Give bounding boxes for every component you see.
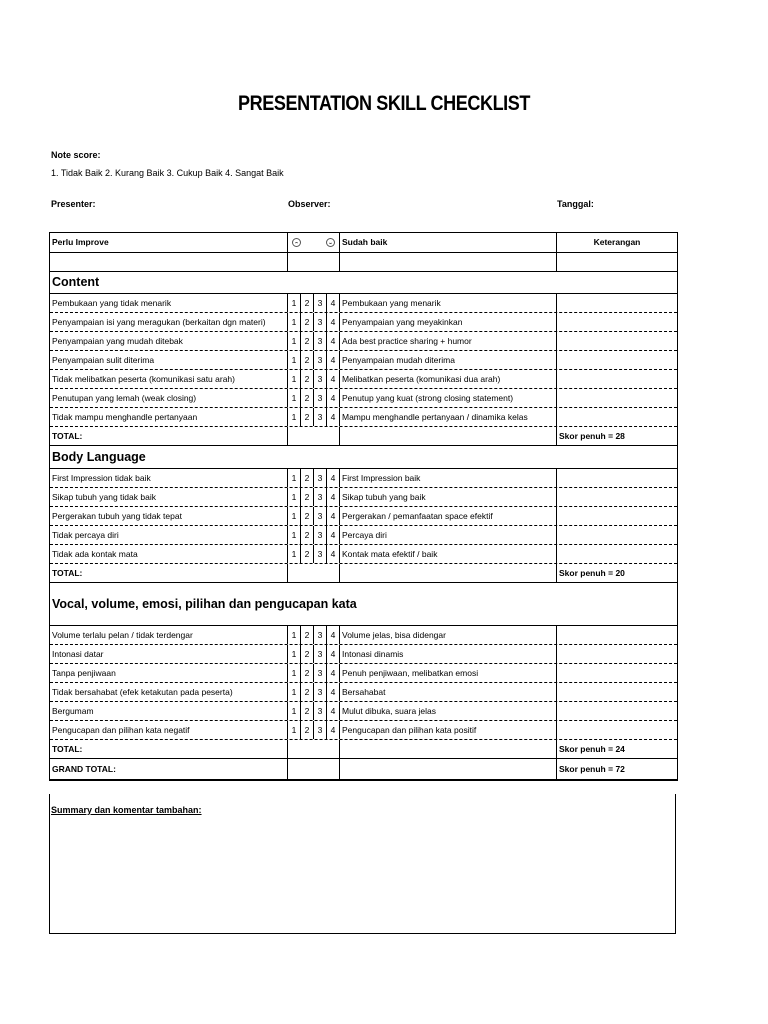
score-option-4[interactable]: 4 (327, 408, 340, 426)
section-title: Vocal, volume, emosi, pilihan dan pengucapan kata (52, 596, 357, 611)
score-option-3[interactable]: 3 (314, 408, 327, 426)
sudah-baik-item: Pembukaan yang menarik (340, 294, 557, 312)
checklist-row (50, 702, 677, 721)
checklist-row (50, 332, 677, 351)
keterangan-cell[interactable] (557, 526, 677, 544)
score-option-1[interactable]: 1 (288, 721, 301, 739)
score-option-2[interactable]: 2 (301, 645, 314, 663)
perlu-improve-item: Penutupan yang lemah (weak closing) (50, 389, 288, 407)
summary-label: Summary dan komentar tambahan: (51, 805, 202, 815)
total-row (50, 427, 677, 446)
sad-face-icon (292, 238, 301, 247)
table-header (50, 233, 677, 253)
keterangan-cell[interactable] (557, 469, 677, 487)
score-option-2[interactable]: 2 (301, 507, 314, 525)
score-option-3[interactable]: 3 (314, 626, 327, 644)
sudah-baik-item: Bersahabat (340, 683, 557, 701)
sudah-baik-item: Penyampaian yang meyakinkan (340, 313, 557, 331)
perlu-improve-item: Intonasi datar (50, 645, 288, 663)
perlu-improve-item: Tidak ada kontak mata (50, 545, 288, 563)
total-score: Skor penuh = 20 (559, 567, 625, 578)
score-option-3[interactable]: 3 (314, 721, 327, 739)
total-label: TOTAL: (50, 740, 288, 758)
section-title: Content (52, 275, 100, 290)
score-option-4[interactable]: 4 (327, 683, 340, 701)
score-option-4[interactable]: 4 (327, 702, 340, 720)
score-option-2[interactable]: 2 (301, 683, 314, 701)
score-option-1[interactable]: 1 (288, 545, 301, 563)
score-option-1[interactable]: 1 (288, 645, 301, 663)
keterangan-cell[interactable] (557, 488, 677, 506)
section-title-row (50, 446, 677, 469)
sudah-baik-item: First Impression baik (340, 469, 557, 487)
checklist-row (50, 488, 677, 507)
summary-box[interactable] (49, 794, 676, 934)
score-icons (288, 233, 340, 252)
perlu-improve-item: Tidak bersahabat (efek ketakutan pada peserta) (50, 683, 288, 701)
grand-total-label: GRAND TOTAL: (50, 759, 288, 779)
score-option-2[interactable]: 2 (301, 545, 314, 563)
checklist-row (50, 664, 677, 683)
score-option-1[interactable]: 1 (288, 702, 301, 720)
checklist-row (50, 683, 677, 702)
sudah-baik-item: Ada best practice sharing + humor (340, 332, 557, 350)
section-title-row (50, 272, 677, 294)
score-option-3[interactable]: 3 (314, 389, 327, 407)
score-option-4[interactable]: 4 (327, 721, 340, 739)
checklist-row (50, 351, 677, 370)
score-option-4[interactable]: 4 (327, 507, 340, 525)
score-option-2[interactable]: 2 (301, 370, 314, 388)
keterangan-cell[interactable] (557, 626, 677, 644)
keterangan-cell[interactable] (557, 702, 677, 720)
checklist-row (50, 389, 677, 408)
score-option-3[interactable]: 3 (314, 332, 327, 350)
sudah-baik-item: Intonasi dinamis (340, 645, 557, 663)
score-option-4[interactable]: 4 (327, 389, 340, 407)
score-option-1[interactable]: 1 (288, 332, 301, 350)
score-option-2[interactable]: 2 (301, 469, 314, 487)
checklist-row (50, 645, 677, 664)
checklist-row (50, 721, 677, 740)
score-option-1[interactable]: 1 (288, 313, 301, 331)
sudah-baik-item: Mampu menghandle pertanyaan / dinamika kelas (340, 408, 557, 426)
checklist-row (50, 370, 677, 389)
score-option-4[interactable]: 4 (327, 313, 340, 331)
checklist-row (50, 313, 677, 332)
checklist-row (50, 626, 677, 645)
score-option-1[interactable]: 1 (288, 664, 301, 682)
score-option-2[interactable]: 2 (301, 313, 314, 331)
score-option-3[interactable]: 3 (314, 702, 327, 720)
score-option-2[interactable]: 2 (301, 294, 314, 312)
keterangan-cell[interactable] (557, 683, 677, 701)
total-score: Skor penuh = 24 (559, 743, 625, 754)
perlu-improve-item: Pergerakan tubuh yang tidak tepat (50, 507, 288, 525)
score-option-4[interactable]: 4 (327, 351, 340, 369)
score-option-3[interactable]: 3 (314, 545, 327, 563)
checklist-table (49, 232, 678, 781)
score-option-2[interactable]: 2 (301, 389, 314, 407)
keterangan-cell[interactable] (557, 507, 677, 525)
score-option-1[interactable]: 1 (288, 469, 301, 487)
score-option-1[interactable]: 1 (288, 408, 301, 426)
score-option-4[interactable]: 4 (327, 370, 340, 388)
perlu-improve-item: Penyampaian isi yang meragukan (berkaitan dgn materi) (50, 313, 288, 331)
grand-total-score: Skor penuh = 72 (559, 763, 625, 774)
score-option-3[interactable]: 3 (314, 370, 327, 388)
keterangan-cell[interactable] (557, 664, 677, 682)
keterangan-cell[interactable] (557, 370, 677, 388)
score-option-3[interactable]: 3 (314, 526, 327, 544)
score-option-1[interactable]: 1 (288, 351, 301, 369)
score-option-4[interactable]: 4 (327, 526, 340, 544)
sudah-baik-item: Penuh penjiwaan, melibatkan emosi (340, 664, 557, 682)
keterangan-cell[interactable] (557, 721, 677, 739)
header-sudah-baik: Sudah baik (340, 233, 557, 252)
perlu-improve-item: Sikap tubuh yang tidak baik (50, 488, 288, 506)
score-option-2[interactable]: 2 (301, 721, 314, 739)
blank-row (50, 253, 677, 272)
keterangan-cell[interactable] (557, 408, 677, 426)
score-option-1[interactable]: 1 (288, 370, 301, 388)
score-option-2[interactable]: 2 (301, 626, 314, 644)
score-option-4[interactable]: 4 (327, 332, 340, 350)
header-keterangan: Keterangan (593, 237, 641, 248)
note-score-label: Note score: (51, 150, 101, 160)
score-option-1[interactable]: 1 (288, 526, 301, 544)
total-row (50, 564, 677, 583)
score-option-3[interactable]: 3 (314, 351, 327, 369)
score-option-2[interactable]: 2 (301, 488, 314, 506)
sudah-baik-item: Penutup yang kuat (strong closing statement) (340, 389, 557, 407)
score-option-3[interactable]: 3 (314, 507, 327, 525)
score-option-4[interactable]: 4 (327, 626, 340, 644)
header-perlu-improve: Perlu Improve (50, 233, 288, 252)
perlu-improve-item: First Impression tidak baik (50, 469, 288, 487)
score-option-2[interactable]: 2 (301, 702, 314, 720)
sudah-baik-item: Volume jelas, bisa didengar (340, 626, 557, 644)
total-label: TOTAL: (50, 564, 288, 582)
keterangan-cell[interactable] (557, 351, 677, 369)
tanggal-label: Tanggal: (557, 199, 594, 209)
section-title-row (50, 583, 677, 626)
sudah-baik-item: Percaya diri (340, 526, 557, 544)
score-option-3[interactable]: 3 (314, 645, 327, 663)
checklist-row (50, 545, 677, 564)
score-option-3[interactable]: 3 (314, 294, 327, 312)
perlu-improve-item: Penyampaian yang mudah ditebak (50, 332, 288, 350)
score-option-1[interactable]: 1 (288, 683, 301, 701)
score-option-1[interactable]: 1 (288, 507, 301, 525)
score-option-4[interactable]: 4 (327, 664, 340, 682)
score-option-2[interactable]: 2 (301, 526, 314, 544)
keterangan-cell[interactable] (557, 645, 677, 663)
section-title: Body Language (52, 449, 146, 464)
perlu-improve-item: Pengucapan dan pilihan kata negatif (50, 721, 288, 739)
score-option-4[interactable]: 4 (327, 469, 340, 487)
score-option-1[interactable]: 1 (288, 488, 301, 506)
keterangan-cell[interactable] (557, 332, 677, 350)
presenter-label: Presenter: (51, 199, 96, 209)
score-option-1[interactable]: 1 (288, 294, 301, 312)
score-option-1[interactable]: 1 (288, 389, 301, 407)
total-score: Skor penuh = 28 (559, 430, 625, 441)
checklist-row (50, 408, 677, 427)
total-label: TOTAL: (50, 427, 288, 445)
sudah-baik-item: Sikap tubuh yang baik (340, 488, 557, 506)
perlu-improve-item: Tidak percaya diri (50, 526, 288, 544)
score-option-2[interactable]: 2 (301, 664, 314, 682)
score-option-3[interactable]: 3 (314, 469, 327, 487)
perlu-improve-item: Tanpa penjiwaan (50, 664, 288, 682)
perlu-improve-item: Volume terlalu pelan / tidak terdengar (50, 626, 288, 644)
score-option-4[interactable]: 4 (327, 294, 340, 312)
score-option-4[interactable]: 4 (327, 545, 340, 563)
perlu-improve-item: Pembukaan yang tidak menarik (50, 294, 288, 312)
score-option-4[interactable]: 4 (327, 645, 340, 663)
sudah-baik-item: Pergerakan / pemanfaatan space efektif (340, 507, 557, 525)
score-option-3[interactable]: 3 (314, 488, 327, 506)
keterangan-cell[interactable] (557, 294, 677, 312)
perlu-improve-item: Tidak melibatkan peserta (komunikasi satu arah) (50, 370, 288, 388)
perlu-improve-item: Bergumam (50, 702, 288, 720)
checklist-row (50, 526, 677, 545)
checklist-row (50, 294, 677, 313)
score-option-1[interactable]: 1 (288, 626, 301, 644)
score-option-4[interactable]: 4 (327, 488, 340, 506)
happy-face-icon (326, 238, 335, 247)
sudah-baik-item: Pengucapan dan pilihan kata positif (340, 721, 557, 739)
observer-label: Observer: (288, 199, 331, 209)
keterangan-cell[interactable] (557, 389, 677, 407)
sudah-baik-item: Mulut dibuka, suara jelas (340, 702, 557, 720)
total-row (50, 740, 677, 759)
score-option-3[interactable]: 3 (314, 313, 327, 331)
page-title: PRESENTATION SKILL CHECKLIST (238, 92, 530, 115)
perlu-improve-item: Penyampaian sulit diterima (50, 351, 288, 369)
checklist-row (50, 507, 677, 526)
perlu-improve-item: Tidak mampu menghandle pertanyaan (50, 408, 288, 426)
keterangan-cell[interactable] (557, 313, 677, 331)
sudah-baik-item: Kontak mata efektif / baik (340, 545, 557, 563)
sudah-baik-item: Penyampaian mudah diterima (340, 351, 557, 369)
score-option-2[interactable]: 2 (301, 351, 314, 369)
note-score-text: 1. Tidak Baik 2. Kurang Baik 3. Cukup Baik 4. Sangat Baik (51, 168, 284, 178)
sudah-baik-item: Melibatkan peserta (komunikasi dua arah) (340, 370, 557, 388)
score-option-2[interactable]: 2 (301, 408, 314, 426)
keterangan-cell[interactable] (557, 545, 677, 563)
score-option-3[interactable]: 3 (314, 664, 327, 682)
score-option-2[interactable]: 2 (301, 332, 314, 350)
checklist-row (50, 469, 677, 488)
score-option-3[interactable]: 3 (314, 683, 327, 701)
grand-total-row (50, 759, 677, 780)
